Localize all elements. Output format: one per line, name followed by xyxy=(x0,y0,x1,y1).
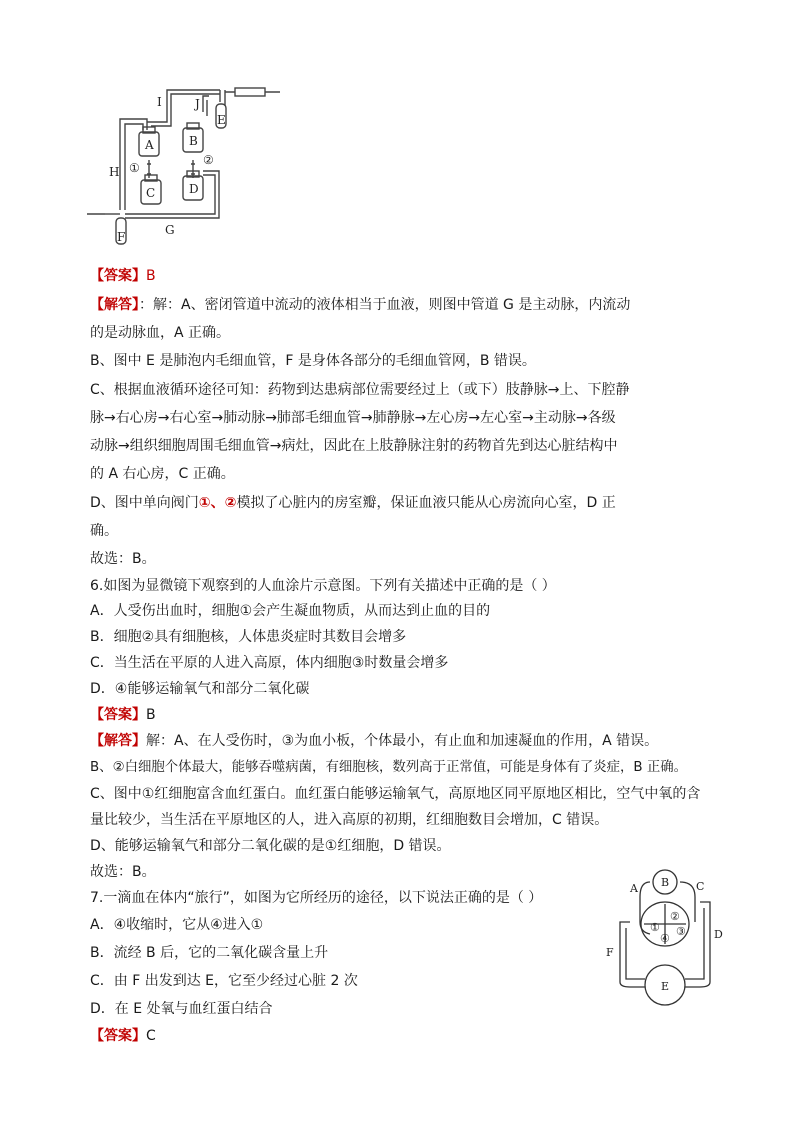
q5-explain-line-3: B、图中 E 是肺泡内毛细血管，F 是身体各部分的毛细血管网，B 错误。 xyxy=(90,353,536,369)
answer-value: B xyxy=(146,707,156,723)
q7-option-a: A．④收缩时，它从④进入① xyxy=(90,917,264,933)
explain-tag: 【解答】 xyxy=(90,297,139,313)
q5-explain-line-5: 脉→右心房→右心室→肺动脉→肺部毛细血管→肺静脉→左心房→左心室→主动脉→各级 xyxy=(90,410,616,426)
label-A: A xyxy=(630,882,638,895)
q6-option-c: C．当生活在平原的人进入高原，体内细胞③时数量会增多 xyxy=(90,655,449,671)
q6-option-b: B．细胞②具有细胞核，人体患炎症时其数目会增多 xyxy=(90,629,407,645)
explain-tag: 【解答】 xyxy=(90,733,146,749)
label-I: I xyxy=(157,95,162,109)
label-1: ① xyxy=(650,921,660,934)
q5-explain-line-4: C、根据血液循环途径可知：药物到达患病部位需要经过上（或下）肢静脉→上、下腔静 xyxy=(90,382,630,398)
answer-tag: 【答案】 xyxy=(90,268,146,284)
q7-answer xyxy=(90,1026,156,1046)
q5-explain-line-1 xyxy=(90,295,630,315)
label-J: J xyxy=(195,97,200,111)
label-D: D xyxy=(714,928,723,941)
q6-explain-line-4: 量比较少，当生活在平原地区的人，进入高原的初期，红细胞数目会增加，C 错误。 xyxy=(90,812,609,828)
q5-explain-line-9: 确。 xyxy=(90,523,118,539)
label-2: ② xyxy=(670,910,680,923)
label-E: E xyxy=(661,980,670,993)
q6-answer xyxy=(90,705,156,725)
label-B: B xyxy=(189,134,198,148)
valve-marks: ①、② xyxy=(198,495,237,511)
q5-choice: 故选：B。 xyxy=(90,551,156,567)
answer-value: C xyxy=(146,1028,156,1044)
label-G: G xyxy=(165,223,175,237)
q6-explain-line-2: B、②白细胞个体最大，能够吞噬病菌，有细胞核，数列高于正常值，可能是身体有了炎症，B 正确。 xyxy=(90,760,688,775)
answer-value: B xyxy=(146,268,156,284)
label-D: D xyxy=(189,182,199,196)
label-4: ④ xyxy=(660,932,670,945)
q5-answer xyxy=(90,266,156,286)
explain-text: 解：A、在人受伤时，③为血小板，个体最小，有止血和加速凝血的作用，A 错误。 xyxy=(146,733,659,749)
label-F: F xyxy=(117,230,126,244)
circulation-model-figure xyxy=(85,82,290,254)
q5-explain-line-7: 的 A 右心房，C 正确。 xyxy=(90,466,235,482)
q5-explain-line-6: 动脉→组织细胞周围毛细血管→病灶，因此在上肢静脉注射的药物首先到达心脏结构中 xyxy=(90,438,618,454)
q6-explain-line-3: C、图中①红细胞富含血红蛋白。血红蛋白能够运输氧气，高原地区同平原地区相比，空气中氧的含 xyxy=(90,786,701,802)
q6-choice: 故选：B。 xyxy=(90,864,156,880)
q7-option-d: D．在 E 处氧与血红蛋白结合 xyxy=(90,1001,273,1017)
label-valve-2: ② xyxy=(203,153,214,167)
blood-circulation-figure xyxy=(600,862,730,1012)
explain-text: ：解：A、密闭管道中流动的液体相当于血液，则图中管道 G 是主动脉，内流动 xyxy=(139,297,631,313)
d-prefix: D、图中单向阀门 xyxy=(90,495,199,511)
answer-tag: 【答案】 xyxy=(90,1028,146,1044)
q5-explain-line-2: 的是动脉血，A 正确。 xyxy=(90,325,231,341)
q6-explain-line-1 xyxy=(90,731,658,751)
answer-tag: 【答案】 xyxy=(90,707,146,723)
q7-option-c: C．由 F 出发到达 E，它至少经过心脏 2 次 xyxy=(90,973,358,989)
d-text: 模拟了心脏内的房室瓣，保证血液只能从心房流向心室，D 正 xyxy=(236,495,616,511)
q5-explain-line-8 xyxy=(90,493,616,513)
q6-option-d: D．④能够运输氧气和部分二氧化碳 xyxy=(90,681,310,697)
q6-explain-line-5: D、能够运输氧气和部分二氧化碳的是①红细胞，D 错误。 xyxy=(90,838,451,854)
label-C: C xyxy=(696,880,705,893)
label-B: B xyxy=(661,876,670,889)
label-3: ③ xyxy=(676,925,686,938)
q7-stem: 7.一滴血在体内“旅行”，如图为它所经历的途径，以下说法正确的是（ ） xyxy=(90,890,543,906)
label-C: C xyxy=(146,186,156,200)
q7-option-b: B．流经 B 后，它的二氧化碳含量上升 xyxy=(90,945,329,961)
label-E: E xyxy=(217,113,226,127)
label-F: F xyxy=(606,946,614,959)
q6-stem: 6.如图为显微镜下观察到的人血涂片示意图。下列有关描述中正确的是（ ） xyxy=(90,578,556,594)
q6-option-a: A．人受伤出血时，细胞①会产生凝血物质，从而达到止血的目的 xyxy=(90,603,491,619)
label-valve-1: ① xyxy=(129,161,140,175)
label-H: H xyxy=(109,165,120,179)
label-A: A xyxy=(145,138,154,152)
